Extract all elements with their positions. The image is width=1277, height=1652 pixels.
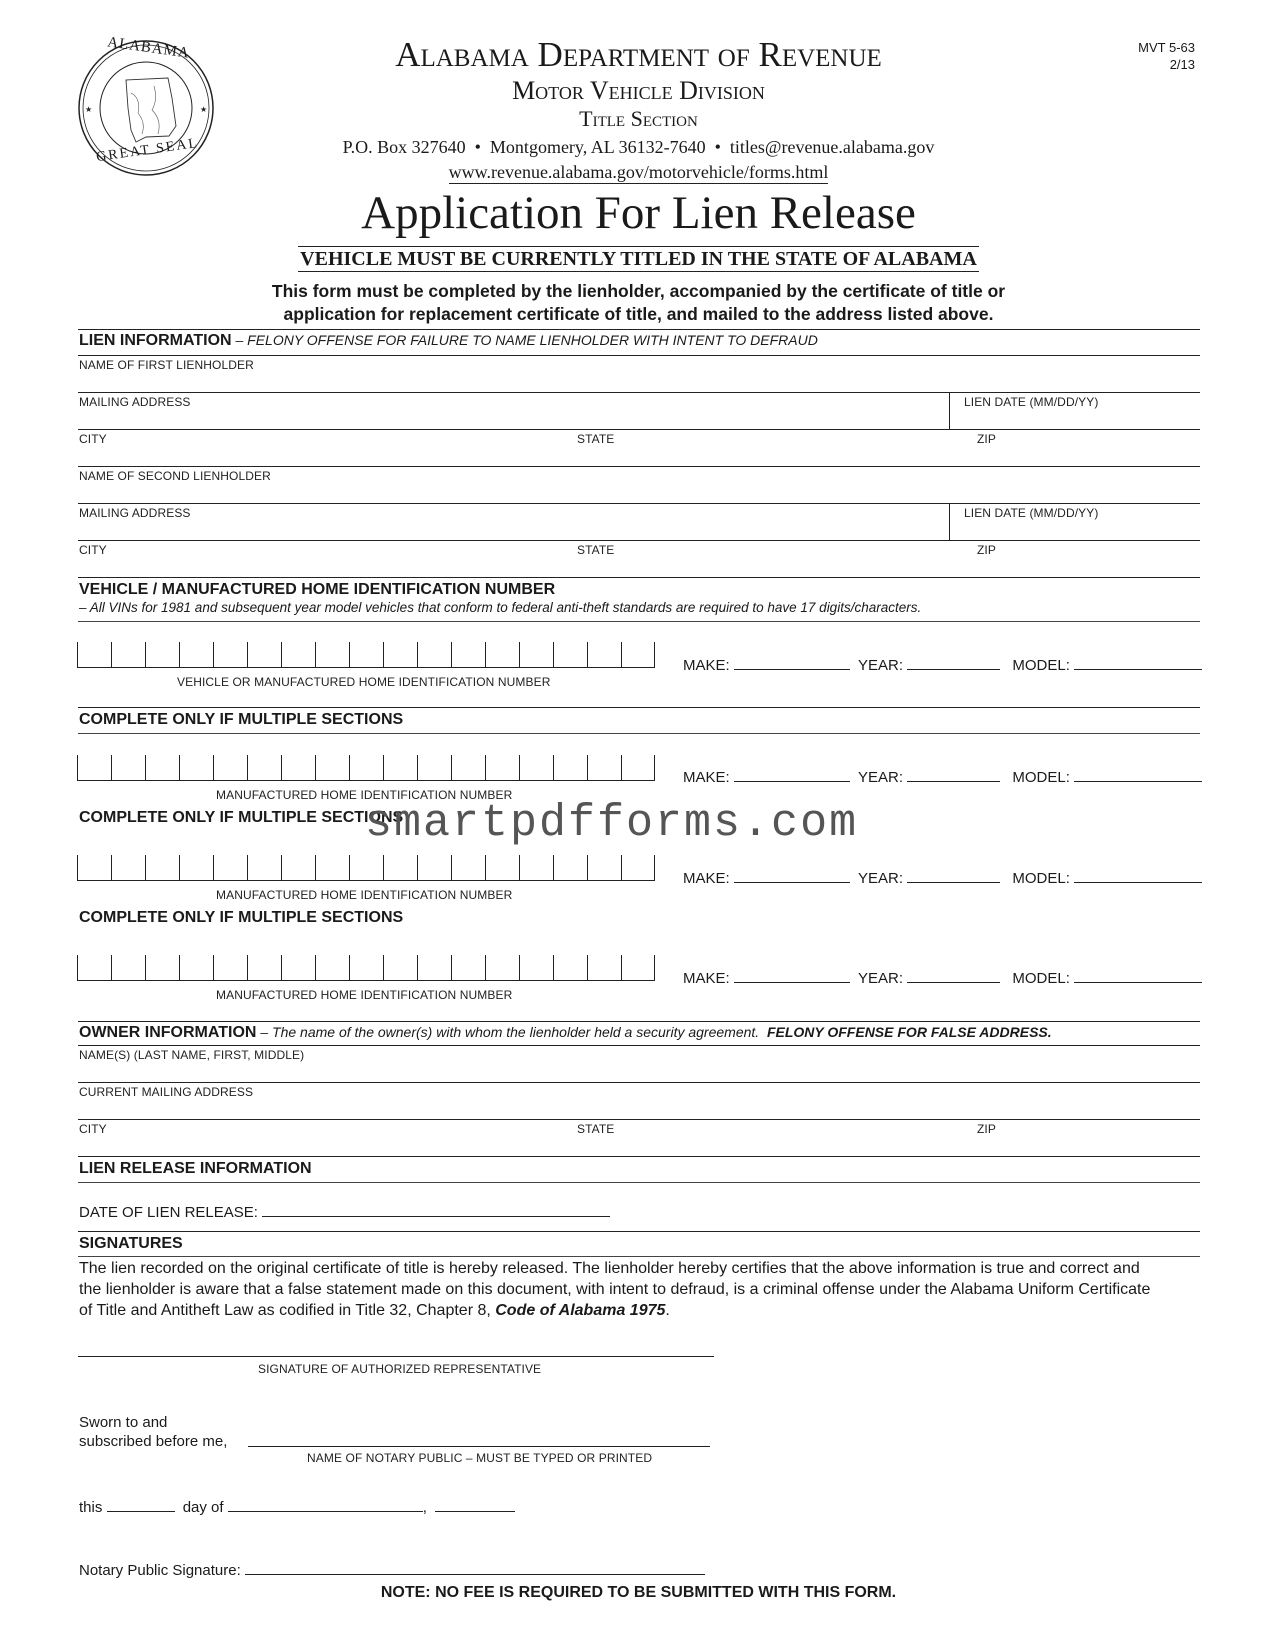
sworn-text-2: subscribed before me, xyxy=(79,1433,228,1450)
lien-heading-note: – FELONY OFFENSE FOR FAILURE TO NAME LIENHOLDER WITH INTENT TO DEFRAUD xyxy=(231,332,818,348)
vin-primary-label: VEHICLE OR MANUFACTURED HOME IDENTIFICATION NUMBER xyxy=(177,675,551,689)
svg-text:★: ★ xyxy=(200,105,208,114)
first-lien-date-label: LIEN DATE (MM/DD/YY) xyxy=(964,395,1099,409)
model-label: MODEL: xyxy=(1012,870,1070,887)
form-number: MVT 5-63 xyxy=(1138,40,1195,55)
first-state-field[interactable] xyxy=(575,430,975,466)
year-field[interactable] xyxy=(435,1497,515,1512)
second-zip-label: ZIP xyxy=(977,543,996,557)
vin-boxes-primary[interactable] xyxy=(77,636,655,668)
year-field-2[interactable] xyxy=(907,767,1000,782)
authorized-signature-line[interactable] xyxy=(78,1356,714,1357)
form-title: Application For Lien Release xyxy=(361,187,916,239)
titled-in-alabama-notice: VEHICLE MUST BE CURRENTLY TITLED IN THE STATE OF ALABAMA xyxy=(300,248,977,270)
first-mailing-address-label: MAILING ADDRESS xyxy=(79,395,191,409)
first-mailing-address-field[interactable] xyxy=(78,393,948,429)
make-label: MAKE: xyxy=(683,870,730,887)
department-title: Alabama Department of Revenue xyxy=(395,35,882,74)
model-label: MODEL: xyxy=(1012,970,1070,987)
make-field-2[interactable] xyxy=(734,767,850,782)
first-city-label: CITY xyxy=(79,432,107,446)
svg-text:★: ★ xyxy=(85,105,93,114)
owner-mailing-address-field[interactable] xyxy=(78,1083,1200,1119)
notary-name-label: NAME OF NOTARY PUBLIC – MUST BE TYPED OR PRINTED xyxy=(307,1451,653,1465)
signatures-heading: SIGNATURES xyxy=(79,1235,183,1252)
year-field-4[interactable] xyxy=(907,968,1000,983)
owner-names-field[interactable] xyxy=(78,1046,1200,1082)
multiple-sections-heading-3: COMPLETE ONLY IF MULTIPLE SECTIONS xyxy=(79,909,404,926)
make-field-3[interactable] xyxy=(734,868,850,883)
make-label: MAKE: xyxy=(683,657,730,674)
model-label: MODEL: xyxy=(1012,769,1070,786)
form-date: 2/13 xyxy=(1169,57,1195,72)
lien-release-heading: LIEN RELEASE INFORMATION xyxy=(79,1160,312,1177)
sworn-text-1: Sworn to and xyxy=(79,1414,168,1431)
first-city-field[interactable] xyxy=(78,430,573,466)
lien-release-date-label: DATE OF LIEN RELEASE: xyxy=(79,1204,258,1221)
year-field-1[interactable] xyxy=(907,655,1000,670)
make-label: MAKE: xyxy=(683,970,730,987)
certification-line-2: the lienholder is aware that a false statement made on this document, with intent to defraud, is a criminal offense under the Alabama Uniform Certificate xyxy=(79,1281,1151,1298)
model-field-1[interactable] xyxy=(1074,655,1202,670)
mh-id-label-2: MANUFACTURED HOME IDENTIFICATION NUMBER xyxy=(216,788,513,802)
owner-felony-note: FELONY OFFENSE FOR FALSE ADDRESS. xyxy=(766,1024,1052,1040)
month-field[interactable] xyxy=(228,1497,423,1512)
seal-top-text: ALABAMA xyxy=(106,34,191,62)
notary-name-line[interactable] xyxy=(248,1446,710,1447)
year-field-3[interactable] xyxy=(907,868,1000,883)
make-field-4[interactable] xyxy=(734,968,850,983)
make-year-model-row-1 xyxy=(683,655,1202,674)
second-lien-date-field[interactable] xyxy=(951,504,1200,540)
second-zip-field[interactable] xyxy=(975,541,1200,577)
make-year-model-row-2 xyxy=(683,767,1202,786)
multiple-sections-heading-2: COMPLETE ONLY IF MULTIPLE SECTIONS xyxy=(79,809,404,826)
lien-release-date-row xyxy=(79,1202,610,1221)
instruction-line-1: This form must be completed by the lienholder, accompanied by the certificate of title or xyxy=(271,281,1006,301)
certification-end: . xyxy=(665,1302,670,1319)
owner-heading-note: – The name of the owner(s) with whom the lienholder held a security agreement. xyxy=(256,1024,767,1040)
certification-line-3 xyxy=(79,1300,670,1321)
make-year-model-row-3 xyxy=(683,868,1202,887)
vin-boxes-section-3[interactable] xyxy=(77,849,655,881)
owner-state-label: STATE xyxy=(577,1122,615,1136)
first-zip-field[interactable] xyxy=(975,430,1200,466)
second-lienholder-name-field[interactable] xyxy=(78,467,1200,503)
second-city-label: CITY xyxy=(79,543,107,557)
comma: , xyxy=(422,1499,427,1516)
certification-line-3-text: of Title and Antitheft Law as codified in Title 32, Chapter 8, xyxy=(79,1302,496,1319)
year-label: YEAR: xyxy=(858,870,904,887)
year-label: YEAR: xyxy=(858,970,904,987)
model-label: MODEL: xyxy=(1012,657,1070,674)
owner-state-field[interactable] xyxy=(575,1120,975,1156)
day-of-label: day of xyxy=(182,1499,224,1516)
second-state-label: STATE xyxy=(577,543,615,557)
second-mailing-address-field[interactable] xyxy=(78,504,948,540)
second-mailing-address-label: MAILING ADDRESS xyxy=(79,506,191,520)
owner-city-field[interactable] xyxy=(78,1120,573,1156)
certification-line-1: The lien recorded on the original certificate of title is hereby released. The lienholder hereby certifies that the above information is true and correct and xyxy=(79,1260,1140,1277)
make-field-1[interactable] xyxy=(734,655,850,670)
website-link[interactable]: www.revenue.alabama.gov/motorvehicle/forms.html xyxy=(448,162,829,182)
owner-zip-label: ZIP xyxy=(977,1122,996,1136)
owner-names-label: NAME(S) (LAST NAME, FIRST, MIDDLE) xyxy=(79,1048,305,1062)
division-title: Motor Vehicle Division xyxy=(512,76,765,105)
multiple-sections-heading-1: COMPLETE ONLY IF MULTIPLE SECTIONS xyxy=(79,711,404,728)
this-label: this xyxy=(79,1499,103,1516)
notary-date-row xyxy=(79,1497,515,1516)
vin-heading: VEHICLE / MANUFACTURED HOME IDENTIFICATION NUMBER xyxy=(79,581,556,598)
owner-mailing-address-label: CURRENT MAILING ADDRESS xyxy=(79,1085,254,1099)
vin-boxes-section-2[interactable] xyxy=(77,749,655,781)
model-field-3[interactable] xyxy=(1074,868,1202,883)
model-field-4[interactable] xyxy=(1074,968,1202,983)
second-lien-date-label: LIEN DATE (MM/DD/YY) xyxy=(964,506,1099,520)
day-field[interactable] xyxy=(107,1497,175,1512)
code-of-alabama-reference: Code of Alabama 1975 xyxy=(495,1302,666,1319)
lien-information-heading xyxy=(79,332,818,350)
first-lienholder-name-label: NAME OF FIRST LIENHOLDER xyxy=(79,358,254,372)
first-state-label: STATE xyxy=(577,432,615,446)
seal-bottom-text: GREAT SEAL xyxy=(95,135,200,166)
first-zip-label: ZIP xyxy=(977,432,996,446)
first-lienholder-name-field[interactable] xyxy=(78,356,1200,392)
second-city-field[interactable] xyxy=(78,541,573,577)
make-label: MAKE: xyxy=(683,769,730,786)
owner-information-heading xyxy=(79,1024,1052,1042)
lien-heading-text: LIEN INFORMATION xyxy=(79,332,232,349)
year-label: YEAR: xyxy=(858,657,904,674)
owner-city-label: CITY xyxy=(79,1122,107,1136)
year-label: YEAR: xyxy=(858,769,904,786)
vin-boxes-section-4[interactable] xyxy=(77,949,655,981)
mh-id-label-3: MANUFACTURED HOME IDENTIFICATION NUMBER xyxy=(216,888,513,902)
no-fee-note: NOTE: NO FEE IS REQUIRED TO BE SUBMITTED WITH THIS FORM. xyxy=(380,1584,897,1601)
second-lienholder-name-label: NAME OF SECOND LIENHOLDER xyxy=(79,469,271,483)
mailing-address-line: P.O. Box 327640 • Montgomery, AL 36132-7640 • titles@revenue.alabama.gov xyxy=(342,137,935,157)
first-lien-date-field[interactable] xyxy=(951,393,1200,429)
owner-zip-field[interactable] xyxy=(975,1120,1200,1156)
section-title: Title Section xyxy=(579,106,698,131)
second-state-field[interactable] xyxy=(575,541,975,577)
lien-release-date-field[interactable] xyxy=(262,1202,610,1217)
notary-signature-field[interactable] xyxy=(245,1560,705,1575)
vin-note: – All VINs for 1981 and subsequent year model vehicles that conform to federal anti-theft standards are required to have 17 digits/characters. xyxy=(79,600,922,615)
notary-signature-row xyxy=(79,1560,705,1579)
notary-signature-label: Notary Public Signature: xyxy=(79,1562,241,1579)
instruction-line-2: application for replacement certificate of title, and mailed to the address listed above. xyxy=(283,304,994,324)
make-year-model-row-4 xyxy=(683,968,1202,987)
watermark: smartpdfforms.com xyxy=(365,798,859,849)
authorized-signature-label: SIGNATURE OF AUTHORIZED REPRESENTATIVE xyxy=(258,1362,542,1376)
model-field-2[interactable] xyxy=(1074,767,1202,782)
owner-heading-text: OWNER INFORMATION xyxy=(79,1024,257,1041)
mh-id-label-4: MANUFACTURED HOME IDENTIFICATION NUMBER xyxy=(216,988,513,1002)
